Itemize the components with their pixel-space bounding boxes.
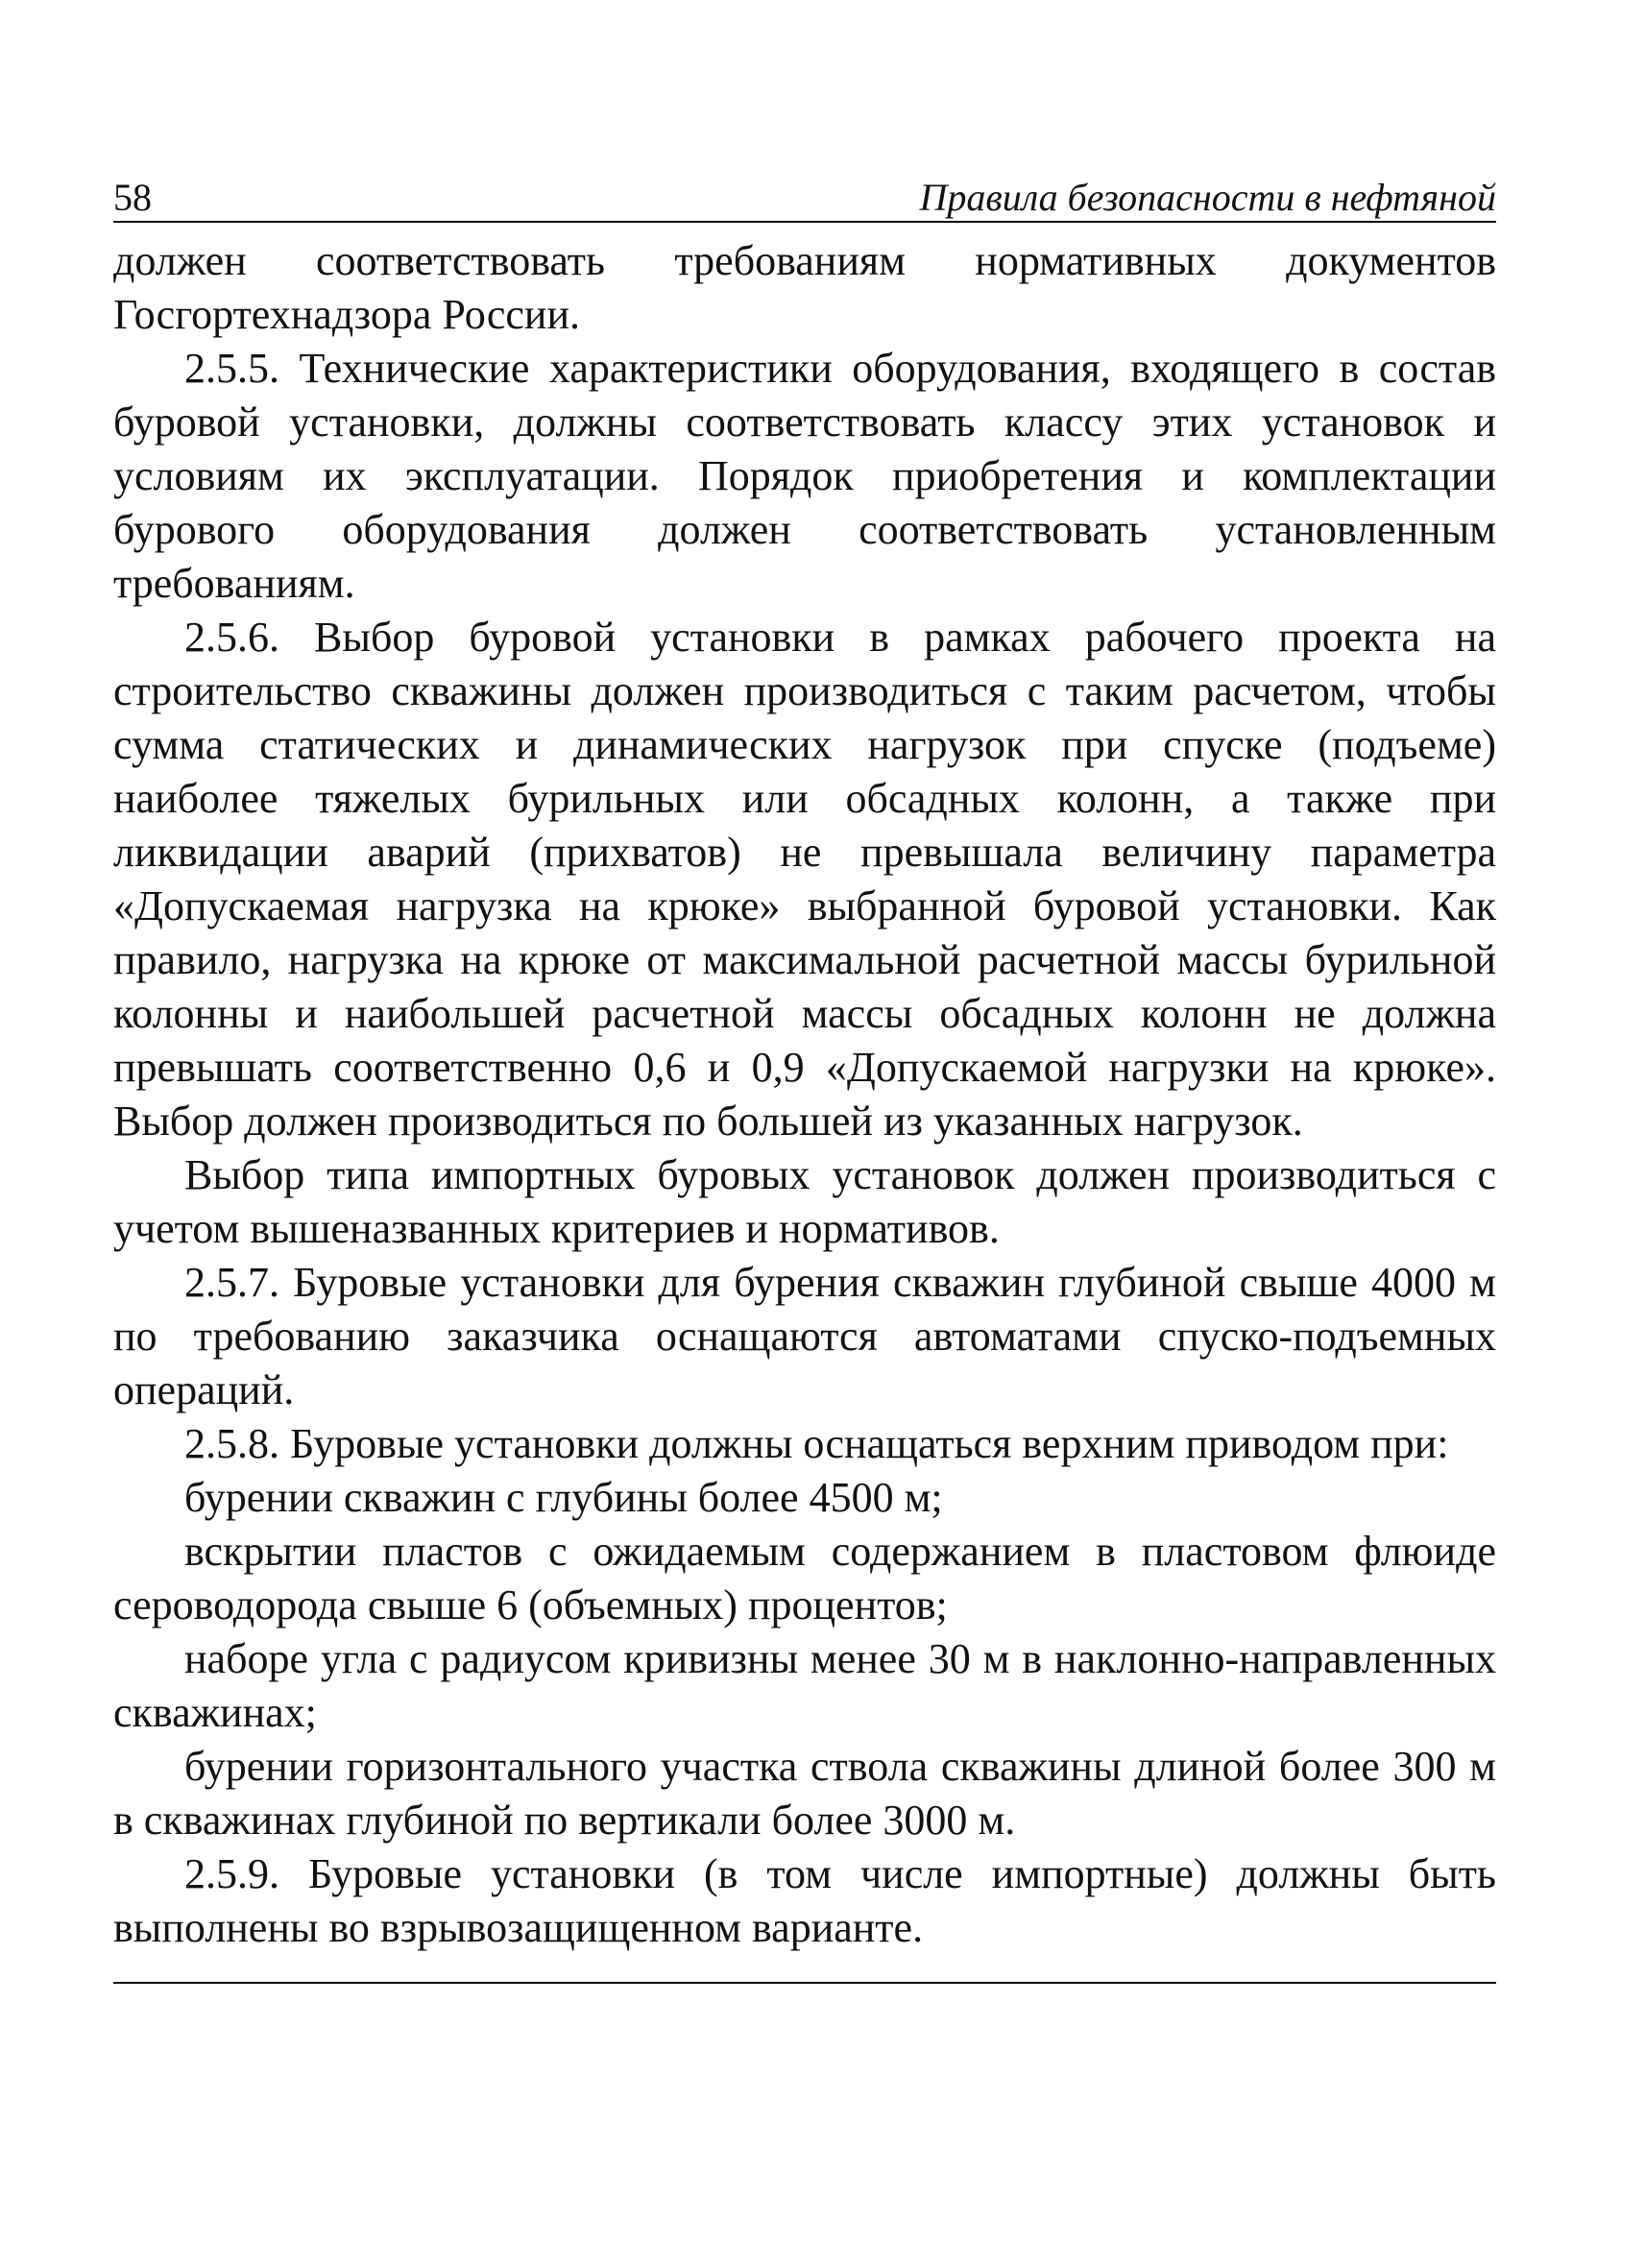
paragraph-2-5-7: 2.5.7. Буровые установки для бурения скважин глубиной свыше 4000 м по требованию заказчика оснащаются автоматами спуско-подъемных операций.	[113, 1259, 1496, 1413]
document-page	[113, 163, 1496, 1984]
paragraph-import-rigs: Выбор типа импортных буровых установок должен производиться с учетом вышеназванных критериев и нормативов.	[113, 1151, 1496, 1252]
list-item-h2s: вскрытии пластов с ожидаемым содержанием в пластовом флюиде сероводорода свыше 6 (объемных) процентов;	[113, 1528, 1496, 1629]
paragraph-2-5-9: 2.5.9. Буровые установки (в том числе импортные) должны быть выполнены во взрывозащищенном варианте.	[113, 1850, 1496, 1951]
paragraph-2-5-6: 2.5.6. Выбор буровой установки в рамках рабочего проекта на строительство скважины должен производиться с таким расчетом, чтобы сумма статических и динамических нагрузок при спуске (подъеме) наиболее тяжелых бурильных или обсадных колонн, а также при ликвидации аварий (прихватов) не превышала величину параметра «Допускаемая нагрузка на крюке» выбранной буровой установки. Как правило, нагрузка на крюке от максимальной расчетной массы бурильной колонны и наибольшей расчетной массы обсадных колонн не должна превышать соответственно 0,6 и 0,9 «Допускаемой нагрузки на крюке». Выбор должен производиться по большей из указанных нагрузок.	[113, 614, 1496, 1145]
page-number: 58	[113, 176, 152, 219]
list-item-curvature: наборе угла с радиусом кривизны менее 30 м в наклонно-направленных скважинах;	[113, 1635, 1496, 1736]
page-header	[113, 163, 1496, 223]
paragraph-2-5-8: 2.5.8. Буровые установки должны оснащаться верхним приводом при:	[184, 1420, 1449, 1467]
paragraph-continuation: должен соответствовать требованиям нормативных документов Госгортехнадзора России.	[113, 237, 1496, 338]
paragraph-2-5-5: 2.5.5. Технические характеристики оборудования, входящего в состав буровой установки, должны соответствовать классу этих установок и условиям их эксплуатации. Порядок приобретения и комплектации бурового оборудования должен соответствовать установленным требованиям.	[113, 345, 1496, 607]
list-item-depth: бурении скважин с глубины более 4500 м;	[184, 1474, 943, 1521]
footer-rule	[113, 1982, 1496, 1984]
running-title: Правила безопасности в нефтяной	[919, 176, 1496, 219]
body-text	[113, 234, 1496, 1955]
list-item-horizontal: бурении горизонтального участка ствола скважины длиной более 300 м в скважинах глубиной по вертикали более 3000 м.	[113, 1743, 1496, 1844]
